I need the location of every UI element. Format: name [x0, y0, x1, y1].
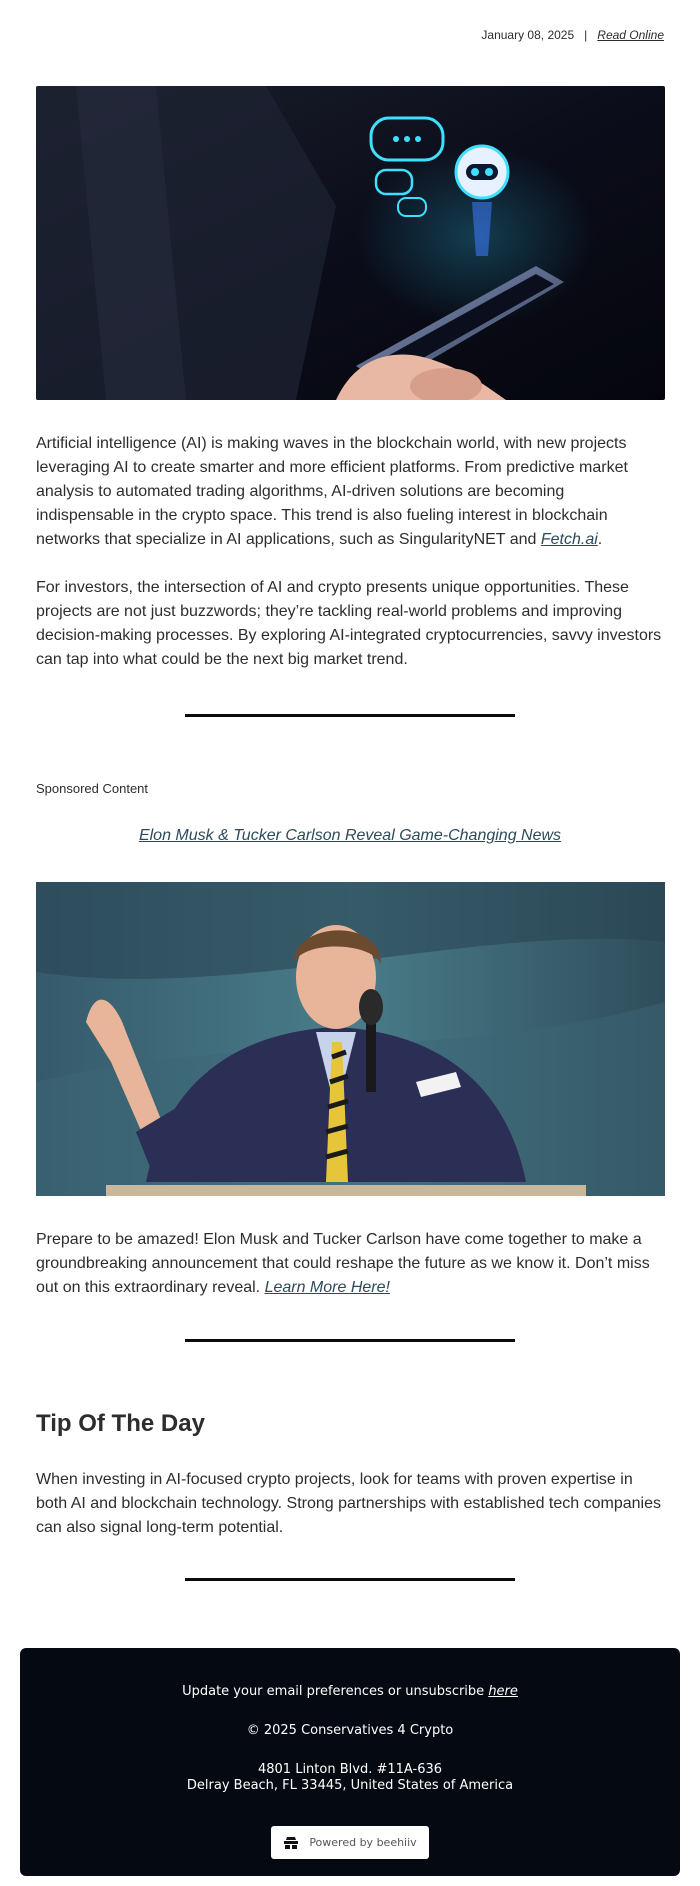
unsubscribe-link[interactable]: here: [488, 1684, 518, 1699]
section-divider-3: [185, 1578, 515, 1581]
sponsored-label: Sponsored Content: [36, 781, 149, 796]
section-divider-1: [185, 714, 515, 717]
sponsored-body-text: Prepare to be amazed! Elon Musk and Tucker Carlson have come together to make a groundbreaking announcement that could reshape the future as we know it. Don’t miss out on this extraordinary reveal.: [36, 1231, 650, 1296]
article-paragraph-1: [36, 432, 665, 552]
powered-by-text: Powered by beehiiv: [309, 1836, 417, 1849]
footer-preferences: [20, 1684, 680, 1699]
sponsored-image[interactable]: [36, 882, 665, 1196]
article-p1-text: Artificial intelligence (AI) is making waves in the blockchain world, with new projects leveraging AI to create smarter and more efficient platforms. From predictive market analysis to automated trading algorithms, AI-driven solutions are becoming indispensable in the crypto space. This trend is also fueling interest in blockchain networks that specialize in AI applications, such as SingularityNET and: [36, 435, 628, 548]
beehiiv-logo-icon: [283, 1836, 299, 1850]
speaker-at-podium-image: [36, 882, 665, 1196]
header-bar: [481, 28, 664, 42]
article-paragraph-2: For investors, the intersection of AI and crypto presents unique opportunities. These projects are not just buzzwords; they’re tackling real-world problems and improving decision-making processes. By exploring AI-integrated cryptocurrencies, savvy investors can tap into what could be the next big market trend.: [36, 579, 662, 668]
footer: [20, 1648, 680, 1876]
tip-paragraph: When investing in AI-focused crypto projects, look for teams with proven expertise in both AI and blockchain technology. Strong partnerships with established tech companies can also signal long-term potential.: [36, 1471, 661, 1536]
header-separator: |: [584, 28, 588, 42]
footer-address-line2: Delray Beach, FL 33445, United States of America: [186, 1778, 514, 1793]
sponsored-paragraph: [36, 1228, 665, 1300]
footer-address-line1: 4801 Linton Blvd. #11A-636: [257, 1762, 443, 1777]
sponsored-headline: [0, 827, 700, 845]
fetch-ai-link[interactable]: Fetch.ai: [540, 531, 598, 548]
article-p1-end: .: [597, 531, 603, 548]
learn-more-link[interactable]: Learn More Here!: [264, 1279, 390, 1296]
ai-chatbot-phone-image: [36, 86, 665, 400]
issue-date: January 08, 2025: [481, 28, 575, 42]
section-divider-2: [185, 1339, 515, 1342]
powered-by-badge[interactable]: [271, 1826, 429, 1859]
sponsored-headline-link[interactable]: Elon Musk & Tucker Carlson Reveal Game-Changing News: [138, 827, 562, 844]
hero-image: [36, 86, 665, 400]
tip-title: Tip Of The Day: [36, 1410, 205, 1437]
footer-prefs-text: Update your email preferences or unsubscribe: [182, 1684, 489, 1699]
footer-copyright: © 2025 Conservatives 4 Crypto: [246, 1723, 454, 1738]
read-online-link[interactable]: Read Online: [597, 28, 664, 42]
